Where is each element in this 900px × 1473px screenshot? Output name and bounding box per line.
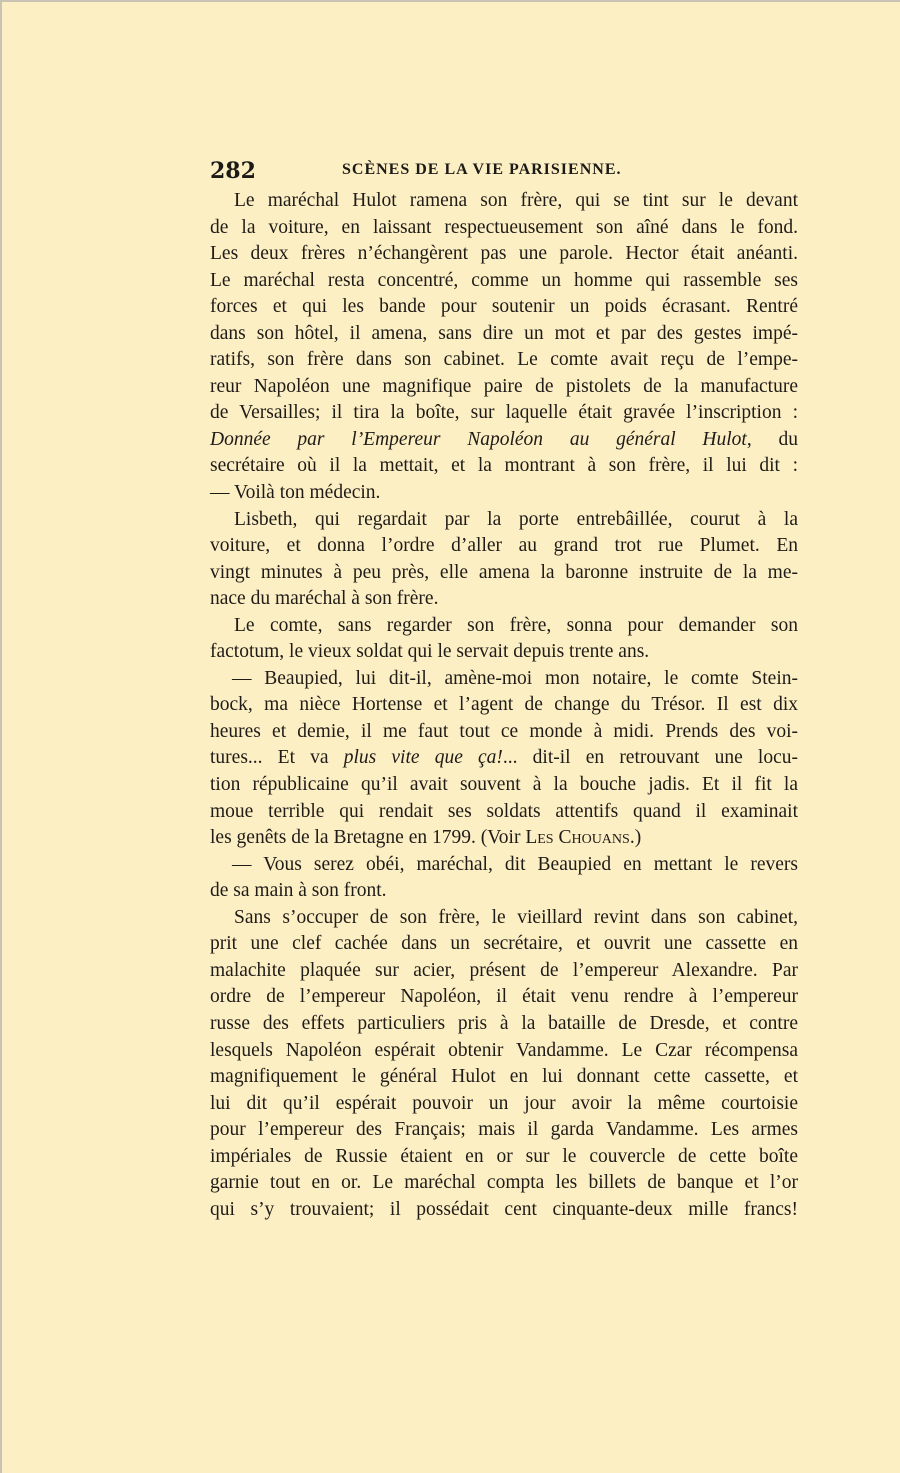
text-line: — Beaupied, lui dit-il, amène-moi mon notaire, le comte Stein- (232, 667, 798, 689)
text-line-italic-phrase (210, 745, 798, 772)
text-line: lesquels Napoléon espérait obtenir Vandamme. Le Czar récompensa (210, 1039, 798, 1061)
text-line: magnifiquement le général Hulot en lui donnant cette cassette, et (210, 1066, 798, 1088)
text-line: bock, ma nièce Hortense et l’agent de change du Trésor. Il est dix (210, 694, 798, 716)
text-line: secrétaire où il la mettait, et la montrant à son frère, il lui dit : (210, 455, 798, 477)
text-fragment: ... dit-il en retrouvant une locu- (502, 747, 798, 769)
text-line: lui dit qu’il espérait pouvoir un jour avoir la même courtoisie (210, 1092, 798, 1114)
text-line: ordre de l’empereur Napoléon, il était venu rendre à l’empereur (210, 986, 798, 1008)
text-line-reference (210, 825, 798, 852)
text-line: Le maréchal resta concentré, comme un homme qui rassemble ses (210, 269, 798, 291)
text-line: impériales de Russie étaient en or sur le couvercle de cette boîte (210, 1145, 798, 1167)
text-line: forces et qui les bande pour soutenir un poids écrasant. Rentré (210, 296, 798, 318)
text-line: de sa main à son front. (210, 880, 387, 902)
page-header (210, 158, 800, 188)
text-line: vingt minutes à peu près, elle amena la baronne instruite de la me- (210, 561, 798, 583)
text-line: Le maréchal Hulot ramena son frère, qui se tint sur le devant (234, 190, 798, 211)
text-fragment: les genêts de la Bretagne en 1799. (Voir (210, 827, 526, 849)
text-line: de Versailles; il tira la boîte, sur laquelle était gravée l’inscription : (210, 402, 798, 424)
text-line: Le comte, sans regarder son frère, sonna pour demander son (234, 614, 798, 636)
text-line: — Voilà ton médecin. (210, 482, 381, 504)
text-line: qui s’y trouvaient; il possédait cent cinquante-deux mille francs! (210, 1198, 798, 1220)
text-line: dans son hôtel, il amena, sans dire un mot et par des gestes impé- (210, 322, 798, 344)
text-line: malachite plaquée sur acier, présent de l’empereur Alexandre. Par (210, 959, 798, 981)
text-fragment: .) (629, 827, 642, 849)
text-line: voiture, et donna l’ordre d’aller au grand trot rue Plumet. En (210, 535, 798, 557)
text-line: Sans s’occuper de son frère, le vieillard revint dans son cabinet, (234, 906, 798, 928)
text-line-inscription (210, 427, 798, 454)
text-fragment: tures... Et va (210, 747, 344, 769)
text-line: reur Napoléon une magnifique paire de pistolets de la manufacture (210, 375, 798, 397)
text-line: moue terrible qui rendait ses soldats attentifs quand il examinait (210, 800, 798, 822)
text-fragment: , du (746, 428, 799, 450)
italic-phrase: plus vite que ça! (343, 747, 503, 769)
book-title-reference: Les Chouans (525, 827, 630, 849)
text-line: Lisbeth, qui regardait par la porte entrebâillée, courut à la (234, 508, 798, 530)
running-head: SCÈNES DE LA VIE PARISIENNE. (342, 161, 622, 178)
text-line: ratifs, son frère dans son cabinet. Le comte avait reçu de l’empe- (210, 349, 798, 371)
text-line: heures et demie, il me faut tout ce monde à midi. Prends des voi- (210, 720, 798, 742)
text-line: factotum, le vieux soldat qui le servait depuis trente ans. (210, 641, 650, 663)
text-line: pour l’empereur des Français; mais il garda Vandamme. Les armes (210, 1119, 798, 1141)
text-line: prit une clef cachée dans un secrétaire, et ouvrit une cassette en (210, 933, 798, 955)
text-line: Les deux frères n’échangèrent pas une parole. Hector était anéanti. (210, 243, 798, 265)
text-line: — Vous serez obéi, maréchal, dit Beaupied en mettant le revers (232, 853, 798, 875)
text-line: tion républicaine qu’il avait souvent à la bouche jadis. Et il fit la (210, 774, 798, 796)
body-text (210, 188, 798, 1223)
text-line: nace du maréchal à son frère. (210, 588, 439, 610)
text-line: garnie tout en or. Le maréchal compta les billets de banque et l’or (210, 1172, 798, 1194)
text-line: de la voiture, en laissant respectueusement son aîné dans le fond. (210, 216, 798, 238)
text-line: russe des effets particuliers pris à la bataille de Dresde, et contre (210, 1012, 798, 1034)
page-number: 282 (210, 158, 256, 184)
inscription-italic: Donnée par l’Empereur Napoléon au général Hulot (210, 428, 747, 450)
